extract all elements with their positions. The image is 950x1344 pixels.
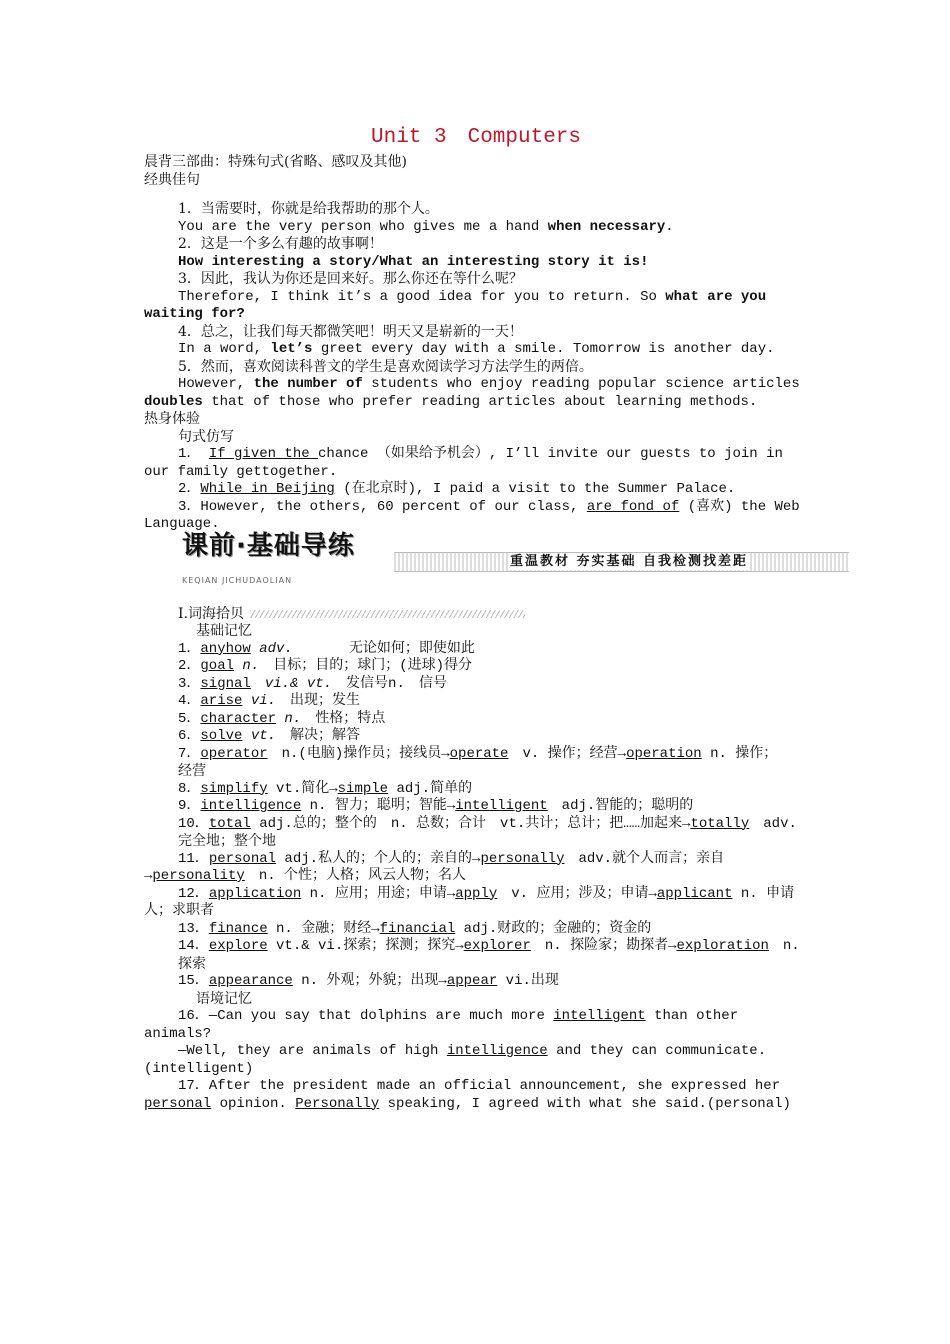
vocab-item: 7．operator n.(电脑)操作员；接线员→operate v. 操作；经营→operation n. 操作； (178, 745, 778, 762)
vocab-item-continuation: 经营 (178, 763, 206, 779)
vocab-item: 10．total adj.总的；整个的 n. 总数；合计 vt.共计；总计；把……加起来→totally adv. (178, 815, 797, 832)
vocab-item: 3．signal vi.& vt. 发信号n. 信号 (178, 675, 447, 692)
document-page (144, 126, 808, 1113)
example-2-en: How interesting a story/What an interesting story it is! (178, 253, 649, 270)
vocab-item: 1．anyhow adv. 无论如何；即使如此 (178, 640, 475, 657)
example-4-en: In a word, let’s greet every day with a smile. Tomorrow is another day. (178, 341, 775, 357)
example-4-cn: 4．总之，让我们每天都微笑吧！明天又是崭新的一天！ (178, 323, 523, 340)
vocab-item: 11．personal adj.私人的；个人的；亲自的→personally adv.就个人而言；亲自→personality n. 个性；人格；风云人物；名人 (144, 850, 725, 884)
imitation-3: 3．However, the others, 60 percent of our class, are fond of (喜欢) the Web Language. (144, 498, 800, 532)
example-2-cn: 2．这是一个多么有趣的故事啊！ (178, 236, 383, 252)
section-heading-morning: 晨背三部曲：特殊句式(省略、感叹及其他) (144, 154, 407, 170)
vocab-item: 9．intelligence n. 智力；聪明；智能→intelligent adj.智能的；聪明的 (178, 798, 694, 814)
example-5-cn: 5．然而，喜欢阅读科普文的学生是喜欢阅读学习方法学生的两倍。 (178, 358, 593, 375)
example-3-cn: 3．因此，我认为你还是回来好。那么你还在等什么呢？ (178, 271, 523, 287)
vocab-subheading-context: 语境记忆 (196, 990, 252, 1007)
imitation-2: 2．While in Beijing (在北京时), I paid a visit to the Summer Palace. (178, 481, 736, 497)
imitation-1: 1． If given the chance （如果给予机会）, I’ll invite our guests to join in our family gettogether. (144, 446, 783, 480)
section-banner (144, 530, 808, 586)
vocab-heading: Ⅰ.词海拾贝 (144, 606, 808, 624)
example-1-cn: 1．当需要时，你就是给我帮助的那个人。 (178, 201, 439, 217)
vocab-item-continuation: 探索 (178, 955, 206, 972)
vocab-item-continuation: 完全地；整个地 (178, 833, 276, 849)
vocab-item: 6．solve vt. 解决；解答 (178, 728, 361, 744)
vocab-item: 12．application n. 应用；用途；申请→apply v. 应用；涉及；申请→applicant n. 申请人；求职者 (144, 885, 795, 919)
banner-title: 课前·基础导练 (182, 530, 355, 561)
context-item-17: 17．After the president made an official announcement, she expressed her personal opinion. Personally speaking, I agreed with what she said.(personal) (144, 1078, 791, 1112)
subheading-classic-sentences: 经典佳句 (144, 171, 200, 188)
example-1-en: You are the very person who gives me a hand when necessary. (178, 218, 674, 235)
vocab-item: 4．arise vi. 出现；发生 (178, 693, 361, 709)
page-title: Unit 3 Computers (370, 126, 582, 149)
context-item-16-reply: —Well, they are animals of high intelligence and they can communicate. (intelligent) (144, 1043, 767, 1077)
vocab-item: 8．simplify vt.简化→simple adj.简单的 (178, 780, 473, 797)
section-heading-warmup: 热身体验 (144, 411, 200, 427)
banner-pinyin: KEQIAN JICHUDAOLIAN (182, 575, 293, 585)
banner-slogan: 重温教材 夯实基础 自我检测找差距 (509, 553, 748, 569)
vocab-item: 14．explore vt.& vi.探索；探测；探究→explorer n. 探险家；勘探者→exploration n. (178, 938, 800, 954)
heading-hatch-decoration (250, 610, 525, 618)
vocab-item: 2．goal n. 目标；目的；球门；(进球)得分 (178, 658, 473, 674)
vocab-item: 13．finance n. 金融；财经→financial adj.财政的；金融的；资金的 (178, 920, 652, 937)
vocab-item: 5．character n. 性格；特点 (178, 710, 386, 727)
vocab-item: 15．appearance n. 外观；外貌；出现→appear vi.出现 (178, 973, 559, 989)
vocab-subheading-basic: 基础记忆 (196, 623, 252, 639)
example-5-en: However, the number of students who enjoy reading popular science articles doubles that of those who prefer reading articles about learning methods. (144, 376, 800, 410)
context-item-16: 16．—Can you say that dolphins are much more intelligent than other animals? (144, 1008, 739, 1042)
subheading-imitation: 句式仿写 (178, 428, 234, 445)
example-3-en: Therefore, I think it’s a good idea for you to return. So what are you waiting for? (144, 288, 767, 322)
